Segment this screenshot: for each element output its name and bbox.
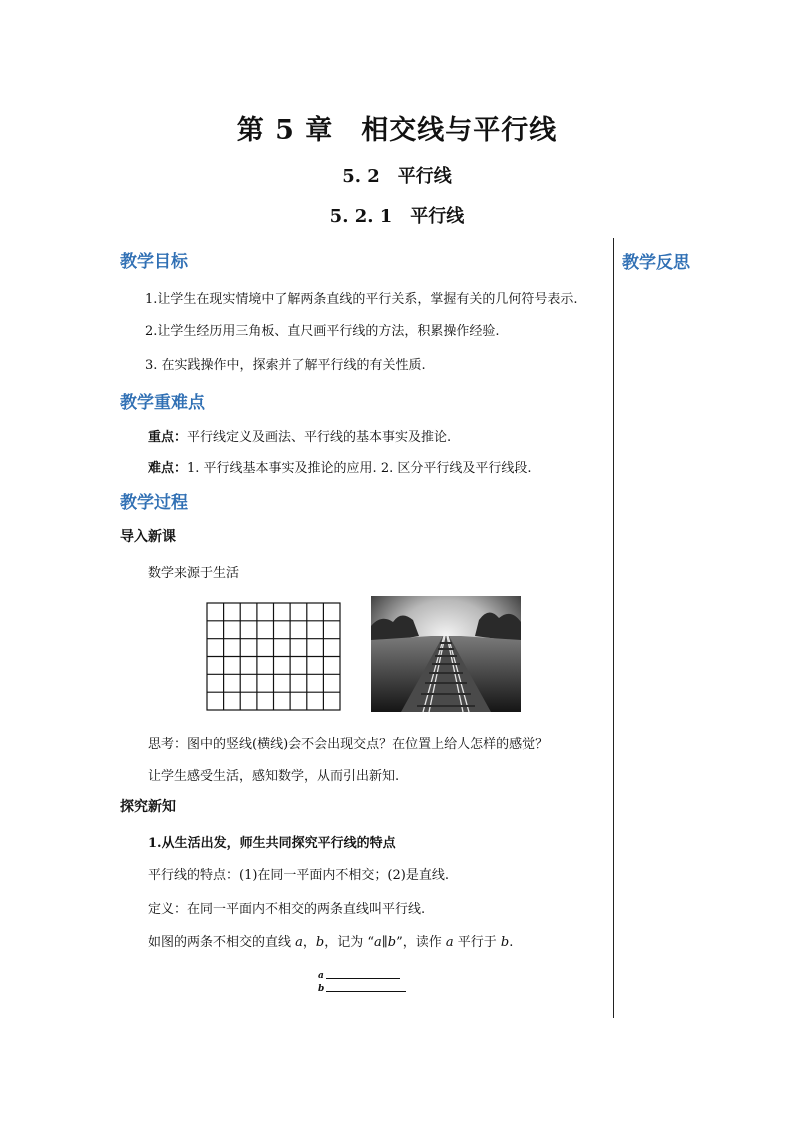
objectives-heading: 教学目标 [120, 252, 188, 272]
objective-item: 3. 在实践操作中，探索并了解平行线的有关性质. [145, 358, 426, 373]
line-b [326, 991, 406, 992]
reflection-heading: 教学反思 [622, 253, 690, 273]
grid-lines [207, 603, 340, 710]
parallel-notation: a∥b [374, 935, 397, 950]
example-comma: ， [302, 935, 316, 950]
focus-line [148, 426, 451, 445]
read-var-a: a [445, 935, 454, 950]
difficulty-line [148, 457, 531, 476]
example-after: ”，读作 [396, 935, 446, 950]
line-b-label: b [318, 984, 325, 994]
process-heading: 教学过程 [120, 493, 188, 513]
example-mid: ，记为 “ [324, 935, 375, 950]
think-text: 思考：图中的竖线(横线)会不会出现交点？在位置上给人怎样的感觉？ [148, 737, 549, 752]
focus-text: 平行线定义及画法、平行线的基本事实及推论. [187, 430, 452, 445]
key-points-heading: 教学重难点 [120, 393, 205, 413]
parallel-lines-figure [318, 972, 408, 996]
example-text [148, 931, 513, 950]
difficulty-label: 难点： [148, 461, 188, 476]
definition-text: 定义：在同一平面内不相交的两条直线叫平行线. [148, 902, 426, 917]
section-title: 5. 2 平行线 [342, 166, 452, 187]
intro-heading: 导入新课 [120, 529, 176, 545]
var-b: b [315, 935, 325, 950]
difficulty-text: 1. 平行线基本事实及推论的应用. 2. 区分平行线及平行线段. [187, 461, 532, 476]
line-a [326, 978, 400, 979]
var-a: a [295, 935, 303, 950]
line-a-label: a [318, 971, 324, 981]
chapter-title: 第 5 章 相交线与平行线 [236, 115, 558, 146]
intro-text: 数学来源于生活 [148, 566, 240, 581]
railway-photo [371, 596, 521, 712]
example-pre: 如图的两条不相交的直线 [148, 935, 296, 950]
subsection-title: 5. 2. 1 平行线 [329, 206, 465, 227]
example-end: . [509, 935, 514, 950]
explore-subheading: 1.从生活出发，师生共同探究平行线的特点 [148, 836, 396, 851]
column-divider [613, 238, 614, 1018]
objective-item: 1.让学生在现实情境中了解两条直线的平行关系，掌握有关的几何符号表示. [145, 292, 578, 307]
feature-text: 平行线的特点：(1)在同一平面内不相交；(2)是直线. [148, 868, 449, 883]
objective-item: 2.让学生经历用三角板、直尺画平行线的方法，积累操作经验. [145, 324, 500, 339]
grid-figure [206, 602, 342, 712]
example-read-mid: 平行于 [453, 935, 501, 950]
feel-text: 让学生感受生活，感知数学，从而引出新知. [148, 769, 400, 784]
read-var-b: b [500, 935, 510, 950]
explore-heading: 探究新知 [120, 799, 176, 815]
focus-label: 重点： [148, 430, 188, 445]
